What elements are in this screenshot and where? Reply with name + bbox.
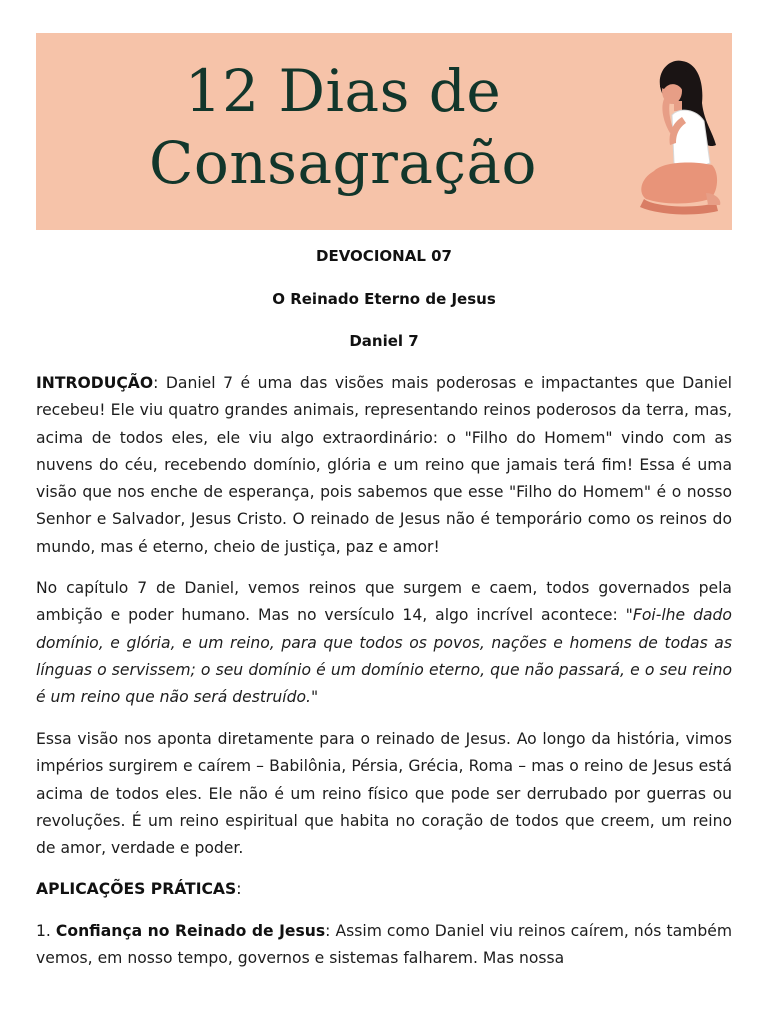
application-item-text: : Assim como Daniel viu reinos caírem, nós também vemos, em nosso tempo, governos e sistemas falharem. Mas nossa xyxy=(36,922,733,968)
devotional-number: DEVOCIONAL 07 xyxy=(316,247,452,265)
application-item-number: 1. xyxy=(36,922,56,940)
devotional-title: O Reinado Eterno de Jesus xyxy=(272,290,496,308)
banner-title xyxy=(128,55,558,199)
verse-quote: Foi-lhe dado domínio, e glória, e um reino, para que todos os povos, nações e homens de todas as línguas o servissem; o seu domínio é um domínio eterno, que não passará, e o seu reino é um reino que não será destruído. xyxy=(36,606,732,707)
chapter-paragraph xyxy=(36,575,732,711)
application-item-title: Confiança no Reinado de Jesus xyxy=(55,922,326,940)
praying-woman-illustration xyxy=(624,53,724,218)
applications-colon: : xyxy=(236,880,242,898)
chapter-text: No capítulo 7 de Daniel, vemos reinos que surgem e caem, todos governados pela ambição e poder humano. Mas no versículo 14, algo incrível acontece: " xyxy=(36,579,732,625)
applications-heading xyxy=(36,880,242,898)
introduction-label: INTRODUÇÃO xyxy=(36,374,154,392)
banner-title-line2: Consagração xyxy=(149,129,537,197)
introduction-paragraph xyxy=(36,370,732,561)
application-item-1 xyxy=(36,918,732,973)
title-banner xyxy=(36,33,732,230)
applications-label: APLICAÇÕES PRÁTICAS xyxy=(36,880,237,898)
kingdom-paragraph: Essa visão nos aponta diretamente para o reinado de Jesus. Ao longo da história, vimos impérios surgirem e caírem – Babilônia, Pérsia, Grécia, Roma – mas o reino de Jesus está acima de todos eles. Ele não é um reino físico que pode ser derrubado por guerras ou revoluções. É um reino espiritual que habita no coração de todos que creem, um reino de amor, verdade e poder. xyxy=(36,730,732,858)
introduction-text: : Daniel 7 é uma das visões mais poderosas e impactantes que Daniel recebeu! Ele viu quatro grandes animais, representando reinos poderosos da terra, mas, acima de todos eles, ele viu algo extraordinário: o "Filho do Homem" vindo com as nuvens do céu, recebendo domínio, glória e um reino que jamais terá fim! Essa é uma visão que nos enche de esperança, pois sabemos que esse "Filho do Homem" é o nosso Senhor e Salvador, Jesus Cristo. O reinado de Jesus não é temporário como os reinos do mundo, mas é eterno, cheio de justiça, paz e amor! xyxy=(36,374,732,556)
banner-title-line1: 12 Dias de xyxy=(184,57,502,125)
quote-close: " xyxy=(310,688,319,707)
scripture-reference: Daniel 7 xyxy=(349,332,419,350)
